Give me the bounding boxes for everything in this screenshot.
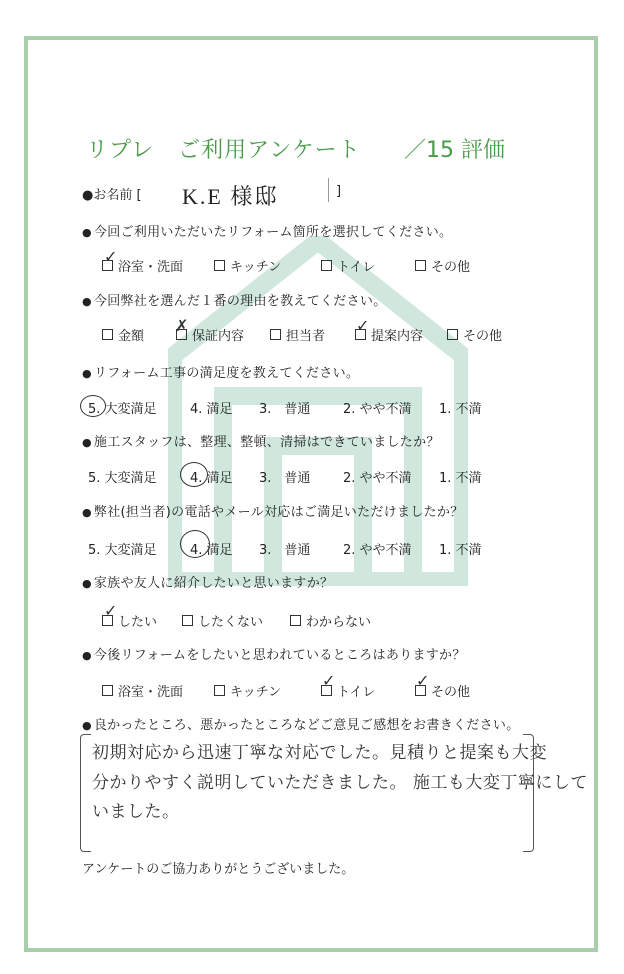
checkbox[interactable]: [102, 685, 113, 696]
checkbox[interactable]: [290, 615, 301, 626]
q3-option-3[interactable]: 3. 普通: [259, 402, 311, 417]
option-label: 浴室・洗面: [118, 685, 184, 700]
option-label: キッチン: [230, 685, 282, 700]
question-4: ● 施工スタッフは、整理、整頓、清掃はできていましたか？: [82, 431, 440, 450]
q1-option-kitchen[interactable]: [214, 256, 281, 275]
option-label: トイレ: [337, 685, 376, 700]
option-label: わからない: [306, 615, 372, 630]
option-label: その他: [431, 260, 471, 275]
selection-circle: [80, 395, 106, 417]
question-3: ● リフォーム工事の満足度を教えてください。: [82, 362, 359, 381]
q3-option-4[interactable]: 4. 満足: [190, 402, 233, 417]
q5-option-2[interactable]: 2. やや不満: [343, 543, 412, 558]
question-2: ● 今回弊社を選んだ１番の理由を教えてください。: [82, 290, 387, 309]
option-label: 浴室・洗面: [118, 260, 184, 275]
option-label: 保証内容: [192, 329, 245, 344]
q2-option-other[interactable]: [447, 325, 502, 344]
option-label: キッチン: [230, 260, 282, 275]
survey-title: [86, 133, 361, 164]
option-label: 提案内容: [371, 329, 424, 344]
comment-line-1: 初期対応から迅速丁寧な対応でした。見積りと提案も大変: [92, 743, 547, 763]
checkbox[interactable]: [102, 329, 113, 340]
name-divider: [328, 178, 329, 202]
option-label: したくない: [198, 615, 264, 630]
q4-option-3[interactable]: 3. 普通: [259, 471, 311, 486]
q4-option-2[interactable]: 2. やや不満: [343, 471, 412, 486]
checkbox[interactable]: [214, 260, 225, 271]
option-label: トイレ: [337, 260, 376, 275]
question-6: ● 家族や友人に紹介したいと思いますか？: [82, 572, 333, 591]
q3-option-2[interactable]: 2. やや不満: [343, 402, 412, 417]
option-label: したい: [118, 615, 158, 630]
q5-option-3[interactable]: 3. 普通: [259, 543, 311, 558]
question-1: ● 今回ご利用いただいたリフォーム箇所を選択してください。: [82, 221, 452, 240]
q5-option-1[interactable]: 1. 不満: [439, 543, 482, 558]
checkbox[interactable]: [447, 329, 458, 340]
q1-option-toilet[interactable]: [321, 256, 375, 275]
bracket-left: [80, 734, 91, 852]
check-mark-icon: ✓: [322, 671, 336, 690]
q3-option-5[interactable]: 5. 大変満足: [88, 402, 157, 417]
survey-heading: ご利用アンケート: [178, 138, 361, 163]
q2-option-price[interactable]: [102, 325, 144, 344]
checkbox[interactable]: [270, 329, 281, 340]
q2-option-staff[interactable]: [270, 325, 325, 344]
comment-line-3: いました。: [92, 802, 180, 822]
q7-option-bath[interactable]: [102, 681, 183, 700]
q6-option-no[interactable]: [182, 611, 263, 630]
checkbox[interactable]: [321, 260, 332, 271]
question-8: ● 良かったところ、悪かったところなどご意見ご感想をお書きください。: [82, 714, 520, 733]
name-bracket-close: ]: [336, 184, 342, 199]
check-mark-icon: ✓: [416, 671, 430, 690]
brand-name: リプレ: [86, 138, 155, 163]
name-value[interactable]: K.E 様邸: [182, 184, 279, 209]
check-mark-icon: ✗: [175, 316, 189, 335]
check-mark-icon: ✓: [104, 601, 118, 620]
option-label: その他: [463, 329, 503, 344]
check-mark-icon: ✓: [356, 316, 370, 335]
question-5: ● 弊社(担当者)の電話やメール対応はご満足いただけましたか？: [82, 501, 464, 520]
q6-option-unsure[interactable]: [290, 611, 371, 630]
checkbox[interactable]: [415, 260, 426, 271]
name-label: ●お名前 [: [82, 188, 142, 203]
check-mark-icon: ✓: [104, 247, 118, 266]
q4-option-4[interactable]: 4. 満足: [190, 471, 233, 486]
selection-circle: [180, 462, 208, 487]
comment-line-2: 分かりやすく説明していただきました。 施工も大変丁寧にして: [92, 773, 588, 793]
q5-option-5[interactable]: 5. 大変満足: [88, 543, 157, 558]
option-label: 金額: [118, 329, 145, 344]
q1-option-other[interactable]: [415, 256, 470, 275]
option-label: 担当者: [286, 329, 326, 344]
evaluation-score: ／15 評価: [404, 138, 505, 163]
q7-option-kitchen[interactable]: [214, 681, 281, 700]
question-7: ● 今後リフォームをしたいと思われているところはありますか？: [82, 644, 466, 663]
thank-you-message: アンケートのご協力ありがとうございました。: [82, 862, 355, 877]
checkbox[interactable]: [214, 685, 225, 696]
q3-option-1[interactable]: 1. 不満: [439, 402, 482, 417]
option-label: その他: [431, 685, 471, 700]
selection-circle: [180, 530, 210, 558]
checkbox[interactable]: [182, 615, 193, 626]
q4-option-1[interactable]: 1. 不満: [439, 471, 482, 486]
q5-option-4[interactable]: 4. 満足: [190, 543, 233, 558]
q4-option-5[interactable]: 5. 大変満足: [88, 471, 157, 486]
